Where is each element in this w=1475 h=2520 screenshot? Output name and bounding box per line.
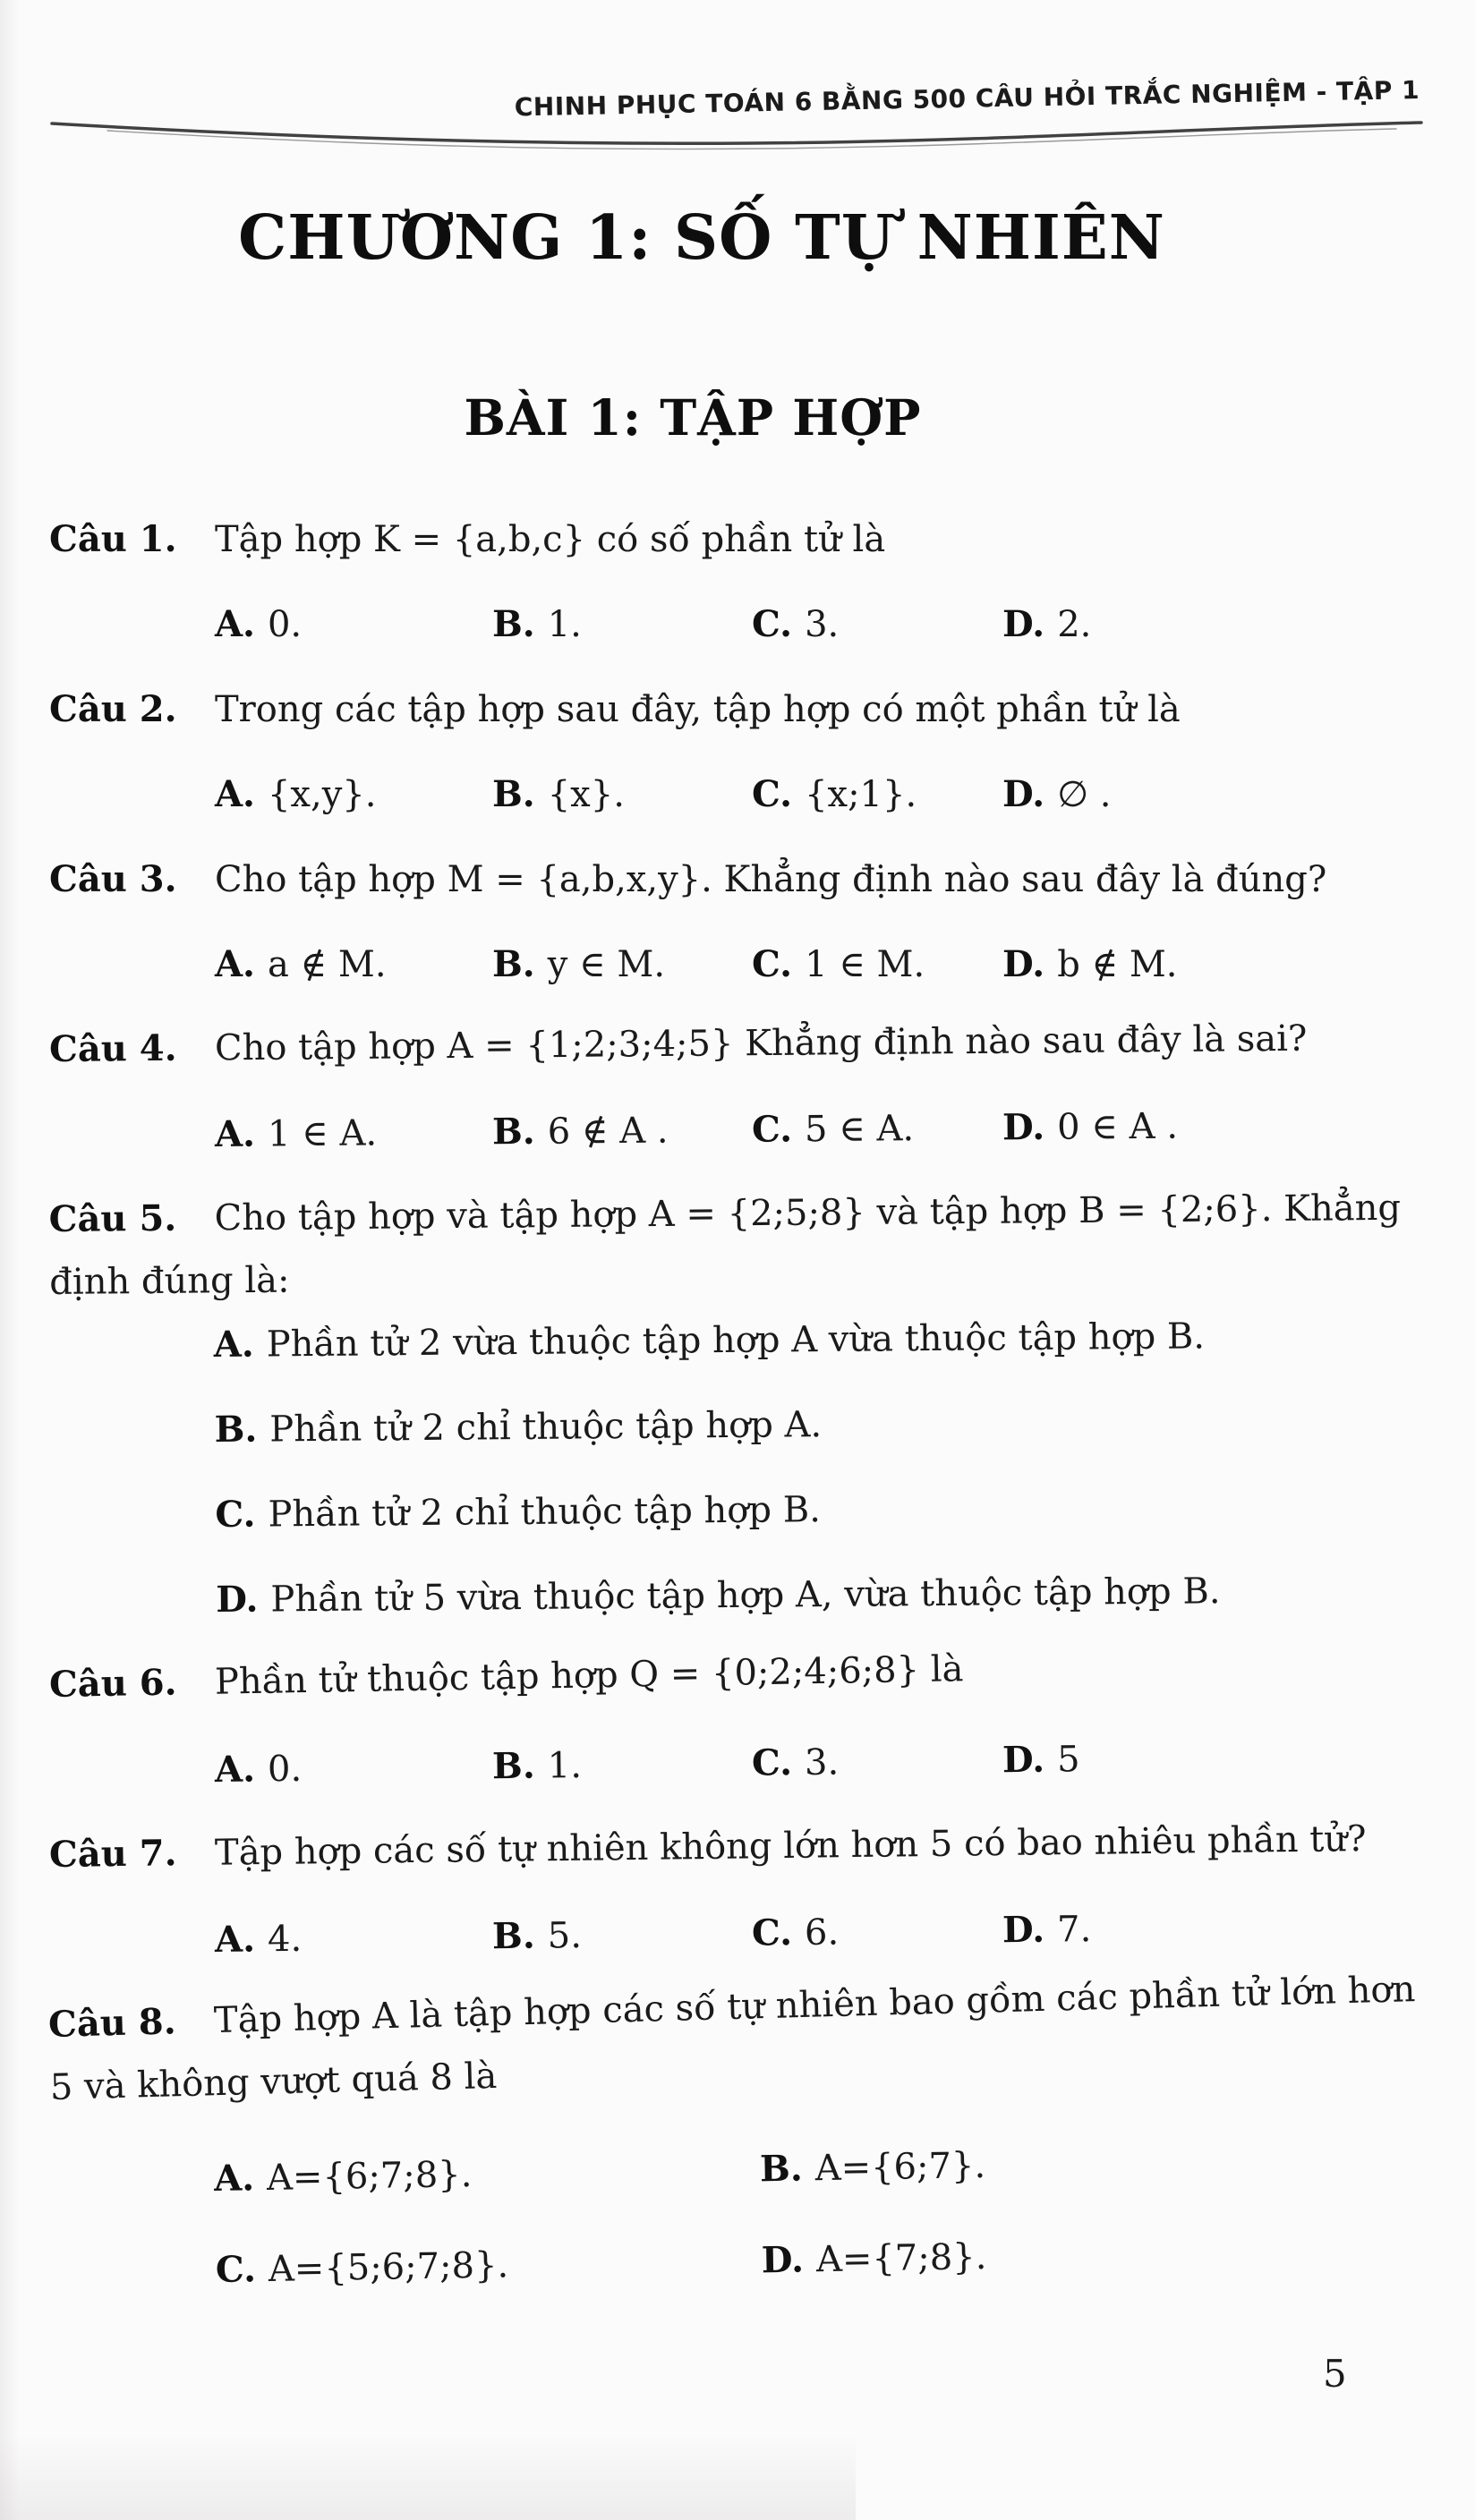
- q8-option-c: [215, 2229, 762, 2302]
- option-label: D.: [216, 1578, 259, 1621]
- question-8-options: [213, 2126, 1427, 2302]
- option-label: A.: [214, 1918, 256, 1961]
- q2-option-b: [492, 763, 752, 826]
- question-text: Cho tập hợp M = {a,b,x,y}. Khẳng định nào sau đây là đúng?: [215, 859, 1327, 900]
- question-1-options: [215, 593, 1426, 656]
- question-1: [49, 508, 1426, 571]
- question-text: Tập hợp K = {a,b,c} có số phần tử là: [215, 519, 886, 560]
- option-label: D.: [1002, 603, 1045, 645]
- option-label: D.: [1002, 1738, 1045, 1782]
- option-label: C.: [751, 1108, 793, 1151]
- question-8: [47, 1958, 1427, 2119]
- scan-shade-artifact: [0, 2435, 856, 2520]
- header-rule: [0, 104, 1475, 158]
- option-label: B.: [491, 1914, 535, 1958]
- q3-option-c: [752, 933, 1002, 996]
- option-label: A.: [215, 773, 255, 815]
- question-5-options: [213, 1303, 1427, 1631]
- option-text: Phần tử 2 chỉ thuộc tập hợp A.: [269, 1404, 823, 1451]
- q7-option-c: [752, 1899, 1003, 1964]
- option-text: 5 ∈ A.: [804, 1108, 915, 1151]
- question-label: Câu 3.: [49, 858, 177, 900]
- q3-option-d: [1002, 933, 1426, 996]
- q1-option-c: [752, 593, 1002, 656]
- q4-option-b: [492, 1099, 753, 1164]
- option-text: A={5;6;7;8}.: [268, 2244, 509, 2290]
- option-label: B.: [214, 1408, 258, 1452]
- question-label: Câu 4.: [48, 1026, 177, 1070]
- option-label: C.: [215, 2248, 257, 2291]
- option-text: {x,y}.: [267, 774, 377, 815]
- q1-option-b: [492, 593, 752, 656]
- option-text: 0 ∈ A .: [1056, 1105, 1179, 1148]
- question-text: Tập hợp A là tập hợp các số tự nhiên bao gồm các phần tử lớn hơn 5 và không vượt quá 8 là: [49, 1969, 1416, 2108]
- option-label: A.: [214, 1748, 256, 1791]
- question-5: [48, 1177, 1426, 1314]
- option-label: C.: [752, 773, 793, 815]
- questions-list: [49, 508, 1426, 2302]
- question-text: Cho tập hợp A = {1;2;3;4;5} Khẳng định nào sau đây là sai?: [214, 1017, 1308, 1069]
- page-number: 5: [1323, 2352, 1347, 2396]
- question-text: Cho tập hợp và tập hợp A = {2;5;8} và tập hợp B = {2;6}. Khẳng định đúng là:: [49, 1187, 1402, 1303]
- option-text: 3.: [805, 604, 840, 645]
- option-text: 2.: [1057, 604, 1092, 645]
- option-label: D.: [1002, 1105, 1045, 1149]
- option-text: ∅ .: [1057, 774, 1112, 815]
- question-label: Câu 5.: [48, 1196, 177, 1241]
- question-6: [48, 1630, 1426, 1716]
- option-text: A={7;8}.: [815, 2235, 987, 2281]
- option-text: Phần tử 2 vừa thuộc tập hợp A vừa thuộc tập hợp B.: [266, 1315, 1206, 1366]
- option-text: y ∈ M.: [547, 944, 666, 985]
- question-2: [49, 678, 1426, 741]
- q4-option-a: [215, 1101, 493, 1166]
- running-header: CHINH PHỤC TOÁN 6 BẰNG 500 CÂU HỎI TRẮC NGHIỆM - TẬP 1: [514, 75, 1420, 123]
- option-label: C.: [752, 943, 793, 985]
- option-text: 1.: [547, 604, 582, 645]
- q2-option-c: [752, 763, 1002, 826]
- option-text: a ∉ M.: [267, 944, 387, 985]
- option-text: 1.: [547, 1744, 583, 1787]
- question-label: Câu 6.: [48, 1661, 177, 1706]
- question-3: [49, 848, 1426, 911]
- option-label: D.: [1002, 943, 1045, 985]
- option-text: {x;1}.: [805, 774, 917, 815]
- q7-option-a: [215, 1905, 493, 1971]
- question-3-options: [215, 933, 1426, 996]
- q8-option-a: [213, 2138, 760, 2210]
- question-label: Câu 2.: [49, 688, 177, 730]
- option-text: 0.: [267, 1748, 303, 1791]
- option-text: 3.: [804, 1741, 840, 1784]
- q5-option-c: [215, 1473, 1427, 1546]
- option-text: 5: [1056, 1739, 1080, 1781]
- option-text: {x}.: [547, 774, 625, 815]
- question-4: [49, 1007, 1427, 1081]
- option-text: Phần tử 5 vừa thuộc tập hợp A, vừa thuộc tập hợp B.: [270, 1571, 1221, 1621]
- option-label: B.: [492, 773, 535, 815]
- option-label: A.: [215, 603, 255, 645]
- option-label: A.: [214, 1112, 256, 1155]
- q8-option-d: [761, 2218, 1427, 2292]
- option-label: B.: [491, 1744, 535, 1788]
- option-label: C.: [752, 603, 793, 645]
- option-text: Phần tử 2 chỉ thuộc tập hợp B.: [268, 1489, 822, 1536]
- option-label: B.: [759, 2147, 804, 2191]
- option-text: 5.: [547, 1914, 583, 1957]
- option-label: B.: [492, 943, 535, 985]
- q4-option-d: [1002, 1093, 1427, 1159]
- q3-option-a: [215, 933, 492, 996]
- question-6-options: [215, 1724, 1427, 1801]
- q6-option-b: [492, 1732, 753, 1799]
- q4-option-c: [752, 1096, 1003, 1161]
- q2-option-a: [215, 763, 492, 826]
- option-text: A={6;7;8}.: [266, 2153, 473, 2199]
- option-label: C.: [751, 1911, 793, 1954]
- q6-option-d: [1002, 1724, 1427, 1792]
- question-text: Phần tử thuộc tập hợp Q = {0;2;4;6;8} là: [214, 1648, 964, 1703]
- option-text: 1 ∈ M.: [805, 944, 925, 985]
- option-label: A.: [215, 943, 255, 985]
- option-label: C.: [751, 1741, 793, 1784]
- option-label: A.: [213, 1323, 254, 1366]
- option-label: B.: [491, 1110, 535, 1154]
- option-label: D.: [761, 2238, 805, 2282]
- q5-option-a: [213, 1303, 1425, 1376]
- question-label: Câu 8.: [47, 2000, 177, 2047]
- option-label: D.: [1002, 1908, 1045, 1952]
- option-text: 0.: [267, 604, 303, 645]
- q8-option-b: [759, 2126, 1425, 2201]
- q5-option-d: [216, 1558, 1428, 1631]
- option-label: C.: [215, 1493, 256, 1536]
- q1-option-d: [1002, 593, 1426, 656]
- option-text: 1 ∈ A.: [267, 1112, 378, 1155]
- q6-option-a: [215, 1735, 493, 1801]
- option-label: D.: [1002, 773, 1045, 815]
- option-text: A={6;7}.: [814, 2144, 986, 2190]
- q2-option-d: [1002, 763, 1426, 826]
- option-text: 4.: [267, 1918, 303, 1961]
- q6-option-c: [752, 1729, 1003, 1794]
- lesson-title: BÀI 1: TẬP HỢP: [464, 388, 922, 447]
- question-text: Trong các tập hợp sau đây, tập hợp có một phần tử là: [215, 689, 1181, 730]
- option-text: 7.: [1056, 1909, 1092, 1951]
- question-label: Câu 1.: [49, 518, 177, 560]
- q5-option-b: [214, 1388, 1426, 1461]
- option-text: 6 ∉ A .: [547, 1110, 669, 1153]
- q1-option-a: [215, 593, 492, 656]
- question-7: [49, 1807, 1427, 1886]
- question-text: Tập hợp các số tự nhiên không lớn hơn 5 có bao nhiêu phần tử?: [214, 1818, 1367, 1874]
- option-text: b ∉ M.: [1057, 944, 1178, 985]
- question-label: Câu 7.: [48, 1832, 177, 1876]
- q3-option-b: [492, 933, 752, 996]
- option-label: B.: [492, 603, 535, 645]
- chapter-title: CHƯƠNG 1: SỐ TỰ NHIÊN: [238, 202, 1165, 274]
- question-7-options: [215, 1894, 1427, 1971]
- option-text: 6.: [804, 1911, 840, 1954]
- question-4-options: [215, 1093, 1427, 1166]
- option-label: A.: [213, 2157, 255, 2201]
- question-2-options: [215, 763, 1426, 826]
- q7-option-b: [492, 1903, 753, 1969]
- q7-option-d: [1002, 1894, 1427, 1962]
